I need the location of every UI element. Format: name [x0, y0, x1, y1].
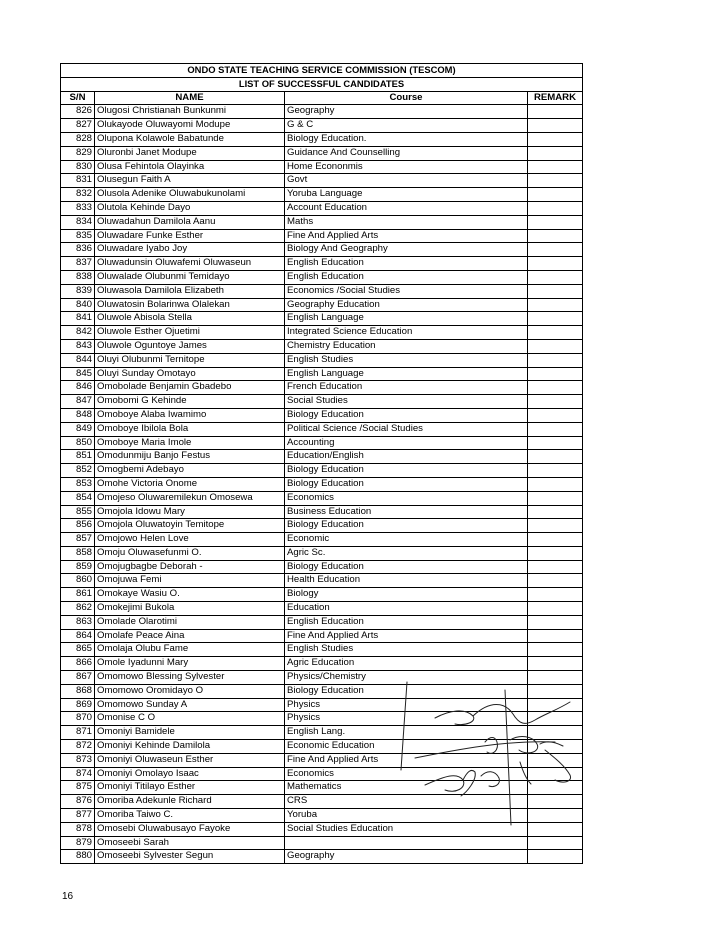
cell-remark — [528, 326, 583, 340]
cell-name: Omole Iyadunni Mary — [95, 657, 285, 671]
cell-sn: 829 — [61, 146, 95, 160]
cell-sn: 870 — [61, 712, 95, 726]
cell-sn: 874 — [61, 767, 95, 781]
table-row — [61, 367, 583, 381]
cell-sn: 836 — [61, 243, 95, 257]
cell-name: Omoseebi Sarah — [95, 836, 285, 850]
cell-remark — [528, 339, 583, 353]
cell-remark — [528, 353, 583, 367]
table-row — [61, 491, 583, 505]
table-row — [61, 767, 583, 781]
cell-sn: 853 — [61, 477, 95, 491]
cell-course: Accounting — [285, 436, 528, 450]
cell-course: Physics — [285, 712, 528, 726]
cell-sn: 868 — [61, 684, 95, 698]
table-row — [61, 781, 583, 795]
cell-sn: 873 — [61, 753, 95, 767]
cell-name: Oluwadahun Damilola Aanu — [95, 215, 285, 229]
cell-course: Biology Education — [285, 560, 528, 574]
cell-course: English Education — [285, 270, 528, 284]
table-row — [61, 588, 583, 602]
cell-name: Omomowo Sunday A — [95, 698, 285, 712]
cell-sn: 831 — [61, 174, 95, 188]
cell-course: Education/English — [285, 450, 528, 464]
cell-sn: 847 — [61, 395, 95, 409]
cell-name: Oluwadunsin Oluwafemi Oluwaseun — [95, 257, 285, 271]
table-row — [61, 505, 583, 519]
cell-remark — [528, 519, 583, 533]
cell-course: Fine And Applied Arts — [285, 229, 528, 243]
cell-course: Integrated Science Education — [285, 326, 528, 340]
cell-sn: 857 — [61, 533, 95, 547]
cell-sn: 835 — [61, 229, 95, 243]
cell-course: English Studies — [285, 353, 528, 367]
cell-name: Omohe Victoria Onome — [95, 477, 285, 491]
table-row — [61, 353, 583, 367]
cell-name: Omonise C O — [95, 712, 285, 726]
cell-course: Govt — [285, 174, 528, 188]
table-row — [61, 298, 583, 312]
cell-remark — [528, 188, 583, 202]
cell-sn: 837 — [61, 257, 95, 271]
cell-sn: 866 — [61, 657, 95, 671]
cell-name: Omojola Idowu Mary — [95, 505, 285, 519]
cell-remark — [528, 284, 583, 298]
cell-remark — [528, 643, 583, 657]
column-header-course: Course — [285, 91, 528, 105]
table-row — [61, 188, 583, 202]
cell-course: Physics/Chemistry — [285, 671, 528, 685]
cell-sn: 875 — [61, 781, 95, 795]
cell-sn: 838 — [61, 270, 95, 284]
cell-course: Biology And Geography — [285, 243, 528, 257]
table-body — [61, 105, 583, 864]
cell-sn: 839 — [61, 284, 95, 298]
cell-sn: 858 — [61, 546, 95, 560]
cell-course: Biology Education — [285, 408, 528, 422]
cell-sn: 828 — [61, 132, 95, 146]
document-subtitle: LIST OF SUCCESSFUL CANDIDATES — [61, 77, 583, 91]
table-row — [61, 712, 583, 726]
cell-remark — [528, 146, 583, 160]
cell-course: Geography Education — [285, 298, 528, 312]
cell-sn: 865 — [61, 643, 95, 657]
table-row — [61, 643, 583, 657]
cell-name: Omoju Oluwasefunmi O. — [95, 546, 285, 560]
table-row — [61, 740, 583, 754]
cell-course: Social Studies — [285, 395, 528, 409]
cell-course: G & C — [285, 119, 528, 133]
cell-name: Omosebi Oluwabusayo Fayoke — [95, 822, 285, 836]
table-row — [61, 671, 583, 685]
cell-name: Olutola Kehinde Dayo — [95, 201, 285, 215]
cell-remark — [528, 671, 583, 685]
cell-remark — [528, 712, 583, 726]
cell-remark — [528, 740, 583, 754]
cell-remark — [528, 726, 583, 740]
cell-name: Omoniyi Bamidele — [95, 726, 285, 740]
cell-name: Omoniyi Titilayo Esther — [95, 781, 285, 795]
cell-course: Biology Education — [285, 464, 528, 478]
cell-course: Economic — [285, 533, 528, 547]
cell-course: Maths — [285, 215, 528, 229]
cell-remark — [528, 422, 583, 436]
cell-remark — [528, 781, 583, 795]
table-row — [61, 270, 583, 284]
cell-course: Fine And Applied Arts — [285, 753, 528, 767]
cell-sn: 846 — [61, 381, 95, 395]
cell-name: Oluronbi Janet Modupe — [95, 146, 285, 160]
cell-name: Omoseebi Sylvester Segun — [95, 850, 285, 864]
table-row — [61, 726, 583, 740]
cell-remark — [528, 477, 583, 491]
candidates-sheet — [60, 63, 582, 864]
cell-course: Business Education — [285, 505, 528, 519]
table-row — [61, 450, 583, 464]
cell-remark — [528, 312, 583, 326]
cell-sn: 877 — [61, 809, 95, 823]
cell-sn: 832 — [61, 188, 95, 202]
cell-sn: 863 — [61, 615, 95, 629]
cell-sn: 845 — [61, 367, 95, 381]
table-row — [61, 822, 583, 836]
table-row — [61, 422, 583, 436]
cell-name: Omodunmiju Banjo Festus — [95, 450, 285, 464]
cell-remark — [528, 215, 583, 229]
cell-name: Omolafe Peace Aina — [95, 629, 285, 643]
cell-sn: 871 — [61, 726, 95, 740]
cell-course: Economic Education — [285, 740, 528, 754]
table-row — [61, 381, 583, 395]
table-row — [61, 795, 583, 809]
cell-remark — [528, 160, 583, 174]
cell-sn: 834 — [61, 215, 95, 229]
cell-remark — [528, 795, 583, 809]
cell-name: Oluyi Olubunmi Ternitope — [95, 353, 285, 367]
table-row — [61, 753, 583, 767]
table-row — [61, 464, 583, 478]
table-row — [61, 229, 583, 243]
table-row — [61, 477, 583, 491]
cell-course: English Education — [285, 615, 528, 629]
table-row — [61, 615, 583, 629]
cell-sn: 840 — [61, 298, 95, 312]
cell-course: Geography — [285, 105, 528, 119]
cell-sn: 855 — [61, 505, 95, 519]
cell-name: Omoniyi Oluwaseun Esther — [95, 753, 285, 767]
cell-sn: 826 — [61, 105, 95, 119]
cell-name: Oluwalade Olubunmi Temidayo — [95, 270, 285, 284]
table-row — [61, 312, 583, 326]
cell-remark — [528, 533, 583, 547]
table-row — [61, 836, 583, 850]
cell-remark — [528, 753, 583, 767]
cell-remark — [528, 436, 583, 450]
cell-sn: 867 — [61, 671, 95, 685]
cell-remark — [528, 850, 583, 864]
cell-sn: 842 — [61, 326, 95, 340]
cell-remark — [528, 574, 583, 588]
cell-name: Omobomi G Kehinde — [95, 395, 285, 409]
cell-remark — [528, 243, 583, 257]
cell-name: Omogbemi Adebayo — [95, 464, 285, 478]
cell-remark — [528, 270, 583, 284]
cell-course: English Language — [285, 367, 528, 381]
cell-name: Omojowo Helen Love — [95, 533, 285, 547]
cell-name: Oluyi Sunday Omotayo — [95, 367, 285, 381]
cell-name: Omojuwa Femi — [95, 574, 285, 588]
cell-remark — [528, 132, 583, 146]
cell-course: Health Education — [285, 574, 528, 588]
cell-name: Omolaja Olubu Fame — [95, 643, 285, 657]
cell-remark — [528, 822, 583, 836]
table-row — [61, 174, 583, 188]
cell-course: Biology Education. — [285, 132, 528, 146]
table-row — [61, 850, 583, 864]
table-row — [61, 684, 583, 698]
page-number: 16 — [62, 891, 74, 902]
cell-sn: 848 — [61, 408, 95, 422]
table-row — [61, 119, 583, 133]
cell-course: Social Studies Education — [285, 822, 528, 836]
cell-sn: 854 — [61, 491, 95, 505]
cell-remark — [528, 657, 583, 671]
cell-name: Omokejimi Bukola — [95, 602, 285, 616]
cell-name: Omomowo Blessing Sylvester — [95, 671, 285, 685]
cell-sn: 859 — [61, 560, 95, 574]
cell-sn: 844 — [61, 353, 95, 367]
cell-course: Biology Education — [285, 519, 528, 533]
cell-name: Omoboye Maria Imole — [95, 436, 285, 450]
cell-name: Oluwole Oguntoye James — [95, 339, 285, 353]
table-row — [61, 574, 583, 588]
cell-course: Economics — [285, 767, 528, 781]
cell-course: Fine And Applied Arts — [285, 629, 528, 643]
cell-course: Yoruba Language — [285, 188, 528, 202]
cell-name: Oluwasola Damilola Elizabeth — [95, 284, 285, 298]
cell-remark — [528, 257, 583, 271]
cell-remark — [528, 836, 583, 850]
table-row — [61, 629, 583, 643]
cell-name: Oluwole Esther Ojuetimi — [95, 326, 285, 340]
column-header-sn: S/N — [61, 91, 95, 105]
table-row — [61, 105, 583, 119]
cell-name: Omoniyi Omolayo Isaac — [95, 767, 285, 781]
cell-name: Omomowo Oromidayo O — [95, 684, 285, 698]
cell-course: Agric Education — [285, 657, 528, 671]
cell-name: Omolade Olarotimi — [95, 615, 285, 629]
cell-name: Olusa Fehintola Olayinka — [95, 160, 285, 174]
cell-sn: 850 — [61, 436, 95, 450]
cell-course: Yoruba — [285, 809, 528, 823]
cell-name: Omojola Oluwatoyin Temitope — [95, 519, 285, 533]
table-row — [61, 533, 583, 547]
table-row — [61, 132, 583, 146]
table-row — [61, 257, 583, 271]
table-row — [61, 201, 583, 215]
cell-sn: 878 — [61, 822, 95, 836]
table-row — [61, 560, 583, 574]
cell-sn: 861 — [61, 588, 95, 602]
column-header-remark: REMARK — [528, 91, 583, 105]
table-row — [61, 519, 583, 533]
column-header-row — [61, 91, 583, 105]
cell-course: Education — [285, 602, 528, 616]
cell-course: Political Science /Social Studies — [285, 422, 528, 436]
document-title: ONDO STATE TEACHING SERVICE COMMISSION (TESCOM) — [61, 64, 583, 78]
cell-name: Olusegun Faith A — [95, 174, 285, 188]
cell-course: CRS — [285, 795, 528, 809]
cell-remark — [528, 450, 583, 464]
cell-sn: 880 — [61, 850, 95, 864]
table-row — [61, 326, 583, 340]
cell-remark — [528, 491, 583, 505]
cell-sn: 869 — [61, 698, 95, 712]
cell-name: Oluwadare Iyabo Joy — [95, 243, 285, 257]
cell-sn: 856 — [61, 519, 95, 533]
cell-remark — [528, 684, 583, 698]
cell-course: Account Education — [285, 201, 528, 215]
table-row — [61, 339, 583, 353]
cell-name: Omokaye Wasiu O. — [95, 588, 285, 602]
table-row — [61, 408, 583, 422]
cell-sn: 879 — [61, 836, 95, 850]
cell-course: English Studies — [285, 643, 528, 657]
cell-sn: 849 — [61, 422, 95, 436]
table-row — [61, 698, 583, 712]
cell-sn: 872 — [61, 740, 95, 754]
cell-course: Biology Education — [285, 684, 528, 698]
cell-course: Agric Sc. — [285, 546, 528, 560]
cell-remark — [528, 602, 583, 616]
cell-sn: 830 — [61, 160, 95, 174]
cell-sn: 876 — [61, 795, 95, 809]
cell-course: Economics — [285, 491, 528, 505]
cell-remark — [528, 464, 583, 478]
cell-sn: 860 — [61, 574, 95, 588]
cell-remark — [528, 395, 583, 409]
cell-name: Olusola Adenike Oluwabukunolami — [95, 188, 285, 202]
cell-name: Omoboye Ibilola Bola — [95, 422, 285, 436]
cell-remark — [528, 367, 583, 381]
table-row — [61, 146, 583, 160]
cell-sn: 851 — [61, 450, 95, 464]
cell-remark — [528, 588, 583, 602]
cell-remark — [528, 546, 583, 560]
cell-course: Biology Education — [285, 477, 528, 491]
cell-remark — [528, 229, 583, 243]
cell-remark — [528, 615, 583, 629]
cell-remark — [528, 298, 583, 312]
cell-remark — [528, 560, 583, 574]
cell-remark — [528, 698, 583, 712]
cell-course: Geography — [285, 850, 528, 864]
cell-name: Omojeso Oluwaremilekun Omosewa — [95, 491, 285, 505]
cell-name: Omoriba Taiwo C. — [95, 809, 285, 823]
cell-course: Mathematics — [285, 781, 528, 795]
cell-name: Omoboye Alaba Iwamimo — [95, 408, 285, 422]
column-header-name: NAME — [95, 91, 285, 105]
table-row — [61, 546, 583, 560]
cell-remark — [528, 201, 583, 215]
cell-remark — [528, 119, 583, 133]
cell-name: Omoriba Adekunle Richard — [95, 795, 285, 809]
cell-name: Olugosi Christianah Bunkunmi — [95, 105, 285, 119]
cell-course: Economics /Social Studies — [285, 284, 528, 298]
cell-sn: 843 — [61, 339, 95, 353]
table-row — [61, 215, 583, 229]
table-row — [61, 809, 583, 823]
title-row — [61, 64, 583, 78]
cell-name: Oluwatosin Bolarinwa Olalekan — [95, 298, 285, 312]
cell-remark — [528, 809, 583, 823]
table-row — [61, 657, 583, 671]
table-row — [61, 395, 583, 409]
cell-remark — [528, 174, 583, 188]
cell-course: English Lang. — [285, 726, 528, 740]
candidates-table — [60, 63, 583, 864]
cell-course — [285, 836, 528, 850]
cell-course: English Language — [285, 312, 528, 326]
cell-name: Omobolade Benjamin Gbadebo — [95, 381, 285, 395]
table-row — [61, 160, 583, 174]
cell-course: Chemistry Education — [285, 339, 528, 353]
table-row — [61, 243, 583, 257]
cell-sn: 833 — [61, 201, 95, 215]
cell-course: Home Econonmis — [285, 160, 528, 174]
cell-remark — [528, 505, 583, 519]
table-row — [61, 284, 583, 298]
cell-remark — [528, 381, 583, 395]
cell-sn: 841 — [61, 312, 95, 326]
cell-course: Guidance And Counselling — [285, 146, 528, 160]
cell-remark — [528, 408, 583, 422]
cell-sn: 862 — [61, 602, 95, 616]
table-row — [61, 602, 583, 616]
cell-course: French Education — [285, 381, 528, 395]
cell-name: Omojugbagbe Deborah - — [95, 560, 285, 574]
cell-course: English Education — [285, 257, 528, 271]
cell-course: Physics — [285, 698, 528, 712]
cell-name: Olupona Kolawole Babatunde — [95, 132, 285, 146]
cell-course: Biology — [285, 588, 528, 602]
subtitle-row — [61, 77, 583, 91]
cell-remark — [528, 629, 583, 643]
cell-sn: 864 — [61, 629, 95, 643]
cell-sn: 827 — [61, 119, 95, 133]
cell-sn: 852 — [61, 464, 95, 478]
cell-name: Olukayode Oluwayomi Modupe — [95, 119, 285, 133]
cell-remark — [528, 105, 583, 119]
cell-name: Oluwadare Funke Esther — [95, 229, 285, 243]
cell-name: Oluwole Abisola Stella — [95, 312, 285, 326]
cell-name: Omoniyi Kehinde Damilola — [95, 740, 285, 754]
cell-remark — [528, 767, 583, 781]
table-row — [61, 436, 583, 450]
